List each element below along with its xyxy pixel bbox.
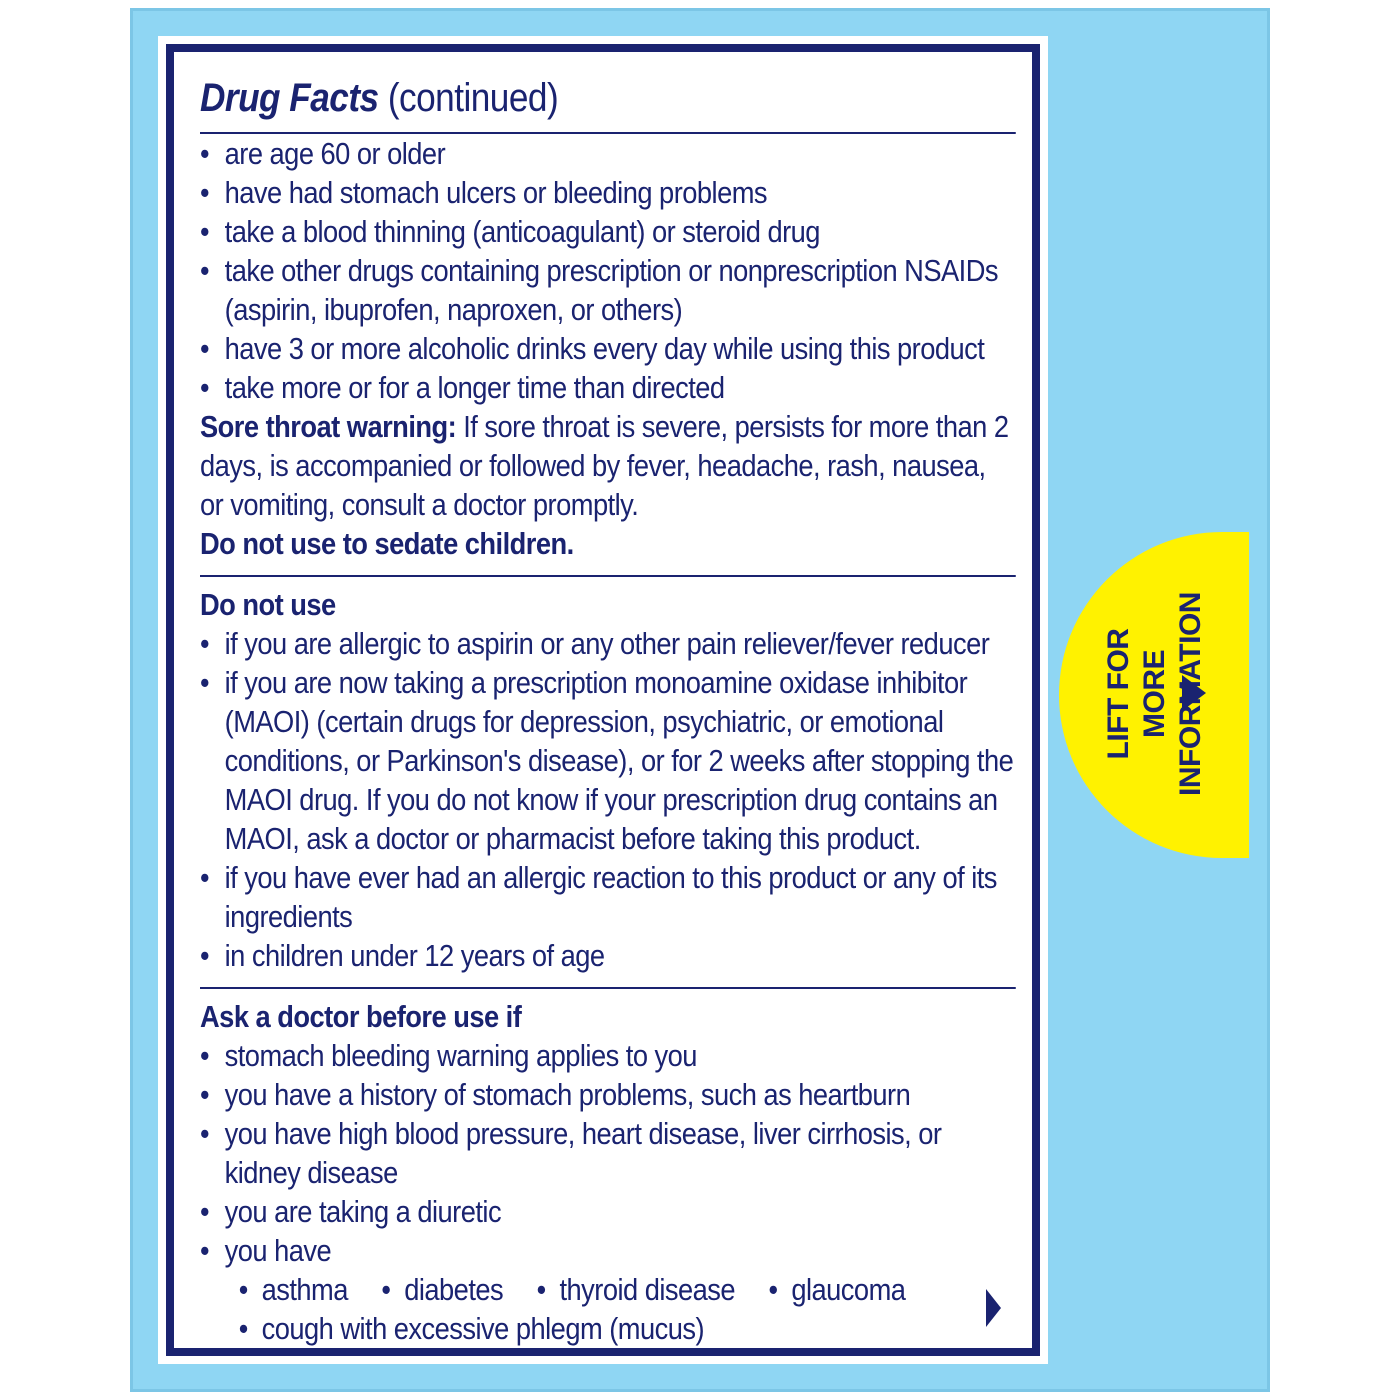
list-item: • take more or for a longer time than directed: [200, 368, 1016, 407]
title-rest: (continued): [378, 76, 559, 120]
do-not-use-heading: Do not use: [200, 587, 336, 622]
condition-item: • thyroid disease: [537, 1270, 735, 1309]
list-item: • you are taking a diuretic: [200, 1192, 1016, 1231]
section-divider: [200, 575, 1016, 577]
list-item: • if you have ever had an allergic reaction to this product or any of its ingredients: [200, 858, 1016, 936]
sore-throat-text: If sore throat is severe, persists for more than 2 days, is accompanied or followed by fever, headache, rash, nausea, or vomiting, consult a doctor promptly.: [200, 409, 1009, 522]
list-item: • you have a history of stomach problems, such as heartburn: [200, 1075, 1016, 1114]
lift-tab-line1: LIFT FOR MORE: [1102, 628, 1171, 760]
warnings-list: [200, 134, 1016, 407]
list-item: • are age 60 or older: [200, 134, 1016, 173]
condition-item: • cough with excessive phlegm (mucus): [239, 1309, 704, 1348]
sore-throat-warning: [200, 407, 1016, 524]
list-item: • have had stomach ulcers or bleeding problems: [200, 173, 1016, 212]
condition-row: [200, 1309, 1016, 1348]
list-item: • have 3 or more alcoholic drinks every day while using this product: [200, 329, 1016, 368]
condition-item: • asthma: [239, 1270, 348, 1309]
sedate-warning: Do not use to sedate children.: [200, 526, 574, 561]
ask-doctor-list: [200, 1036, 1016, 1270]
list-item: • in children under 12 years of age: [200, 936, 1016, 975]
do-not-use-list: [200, 624, 1016, 975]
sore-throat-label: Sore throat warning:: [200, 409, 457, 444]
list-item: • you have: [200, 1231, 1016, 1270]
lift-tab-line2: INFORMATION: [1174, 592, 1207, 796]
drug-facts-content: [200, 72, 1014, 1348]
ask-doctor-heading: Ask a doctor before use if: [200, 999, 522, 1034]
list-item: • if you are allergic to aspirin or any other pain reliever/fever reducer: [200, 624, 1016, 663]
condition-row: [200, 1270, 1016, 1309]
list-item: • if you are now taking a prescription monoamine oxidase inhibitor (MAOI) (certain drugs for depression, psychiatric, or emotional conditions, or Parkinson's disease), or for 2 weeks after stopping the MAOI drug. If you do not know if your prescription drug contains an MAOI, ask a doctor or pharmacist before taking this product.: [200, 663, 1016, 858]
section-divider: [200, 987, 1016, 989]
list-item: • stomach bleeding warning applies to you: [200, 1036, 1016, 1075]
list-item: • take other drugs containing prescription or nonprescription NSAIDs (aspirin, ibuprofen, naproxen, or others): [200, 251, 1016, 329]
continue-arrow-icon: [986, 1289, 1001, 1327]
tab-arrow-icon: [1182, 675, 1206, 711]
list-item: • take a blood thinning (anticoagulant) or steroid drug: [200, 212, 1016, 251]
list-item: • you have high blood pressure, heart disease, liver cirrhosis, or kidney disease: [200, 1114, 1016, 1192]
condition-item: • diabetes: [381, 1270, 503, 1309]
page-title: [200, 72, 1016, 124]
drug-facts-frame: [166, 44, 1040, 1356]
condition-item: • glaucoma: [768, 1270, 905, 1309]
title-bold: Drug Facts: [200, 76, 379, 120]
